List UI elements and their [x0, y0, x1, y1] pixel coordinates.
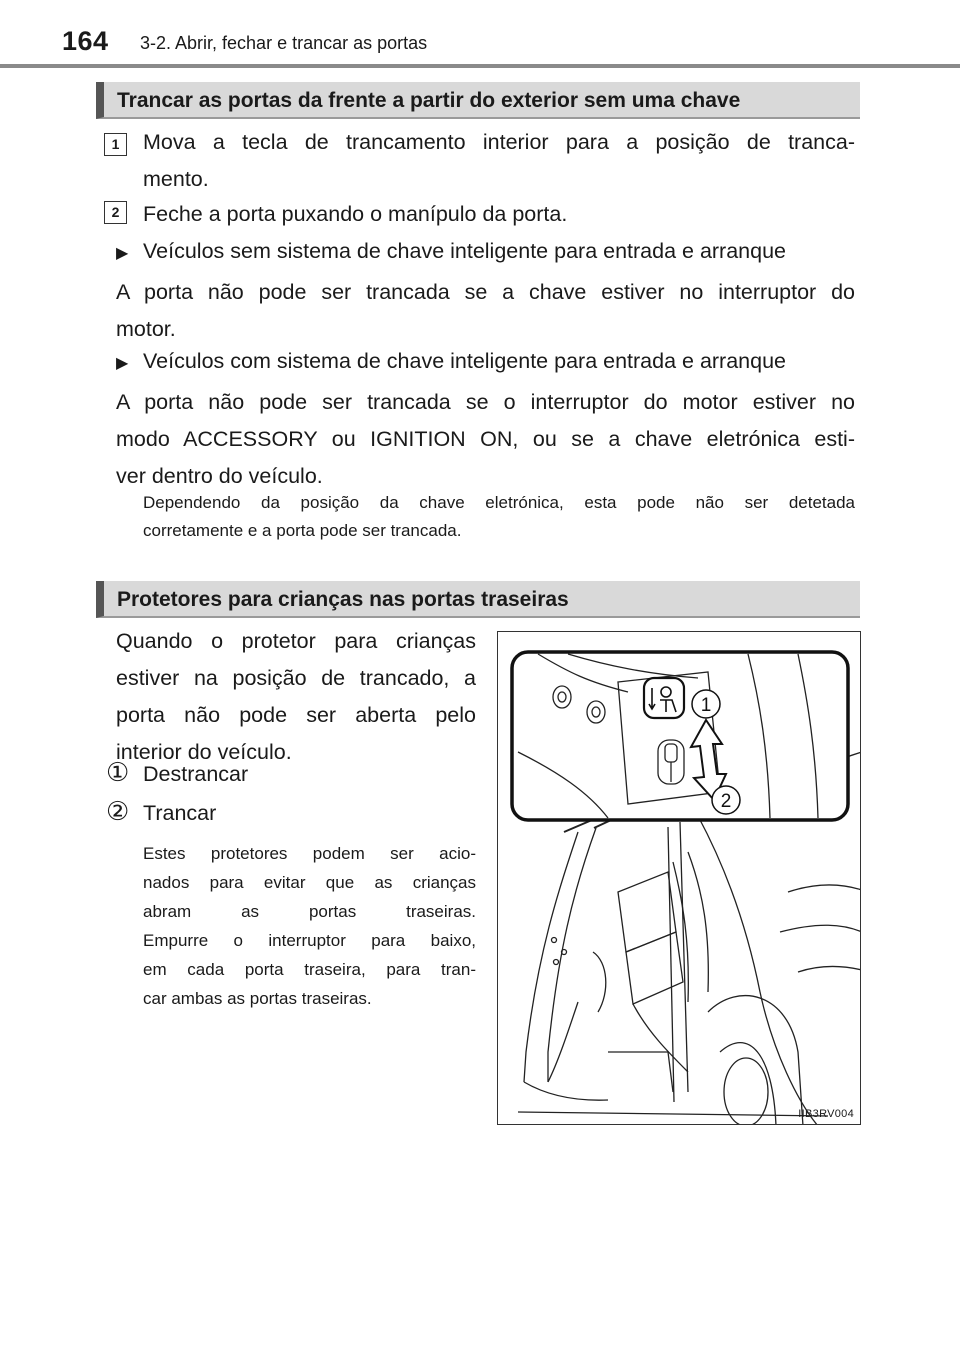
note-line: nados para evitar que as crianças	[143, 873, 476, 892]
para-line: A porta não pode ser trancada se a chave estiver no interruptor do	[116, 280, 855, 304]
step-number-1: 1	[104, 133, 127, 156]
note-line: abram as portas traseiras.	[143, 902, 476, 921]
item-number-2: ②	[106, 797, 130, 827]
running-head: 3-2. Abrir, fechar e trancar as portas	[140, 33, 428, 53]
child-protector-note	[143, 839, 476, 1013]
note-line: car ambas as portas traseiras.	[143, 989, 372, 1008]
child-lock-icon	[644, 678, 684, 718]
car-rear-door-drawing	[498, 632, 861, 1125]
para-line: motor.	[116, 317, 176, 341]
section-title: Trancar as portas da frente a partir do exterior sem uma chave	[117, 89, 741, 112]
section-title-bar-child-protectors	[96, 581, 860, 618]
item-lock-label: Trancar	[143, 801, 217, 825]
step-2-text: Feche a porta puxando o manípulo da porta.	[143, 202, 568, 226]
callout-2-label: 2	[720, 791, 732, 812]
note-line: Dependendo da posição da chave eletrónica, esta pode não ser detetada	[143, 493, 855, 512]
paragraph-without-smart-key	[116, 274, 855, 348]
note-line: Estes protetores podem ser acio-	[143, 844, 476, 863]
figure-code: IIB3RV004	[798, 1108, 854, 1120]
subheading-with-smart-key: Veículos com sistema de chave inteligente para entrada e arranque	[143, 349, 787, 373]
paragraph-with-smart-key	[116, 384, 855, 495]
step-1-line-2: mento.	[143, 167, 209, 191]
para-line: A porta não pode ser trancada se o interruptor do motor estiver no	[116, 390, 855, 414]
item-number-1: ①	[106, 758, 130, 788]
intro-line: porta não pode ser aberta pelo	[116, 703, 476, 727]
arrow-bullet-icon: ▶	[116, 355, 129, 372]
intro-line: interior do veículo.	[116, 740, 292, 764]
item-unlock-label: Destrancar	[143, 762, 249, 786]
intro-line: estiver na posição de trancado, a	[116, 666, 476, 690]
step-1-line-1: Mova a tecla de trancamento interior para a posição de tranca-	[143, 130, 855, 154]
para-line: ver dentro do veículo.	[116, 464, 323, 488]
note-line: em cada porta traseira, para tran-	[143, 960, 476, 979]
section-title-bar-locking	[96, 82, 860, 119]
subheading-without-smart-key: Veículos sem sistema de chave inteligente para entrada e arranque	[143, 239, 787, 263]
child-lock-illustration	[497, 631, 861, 1125]
note-line: corretamente e a porta pode ser trancada.	[143, 521, 462, 540]
intro-line: Quando o protetor para crianças	[116, 629, 476, 653]
note-line: Empurre o interruptor para baixo,	[143, 931, 476, 950]
page-number: 164	[62, 26, 109, 56]
callout-1-label: 1	[700, 695, 712, 716]
note-smart-key	[143, 489, 855, 545]
para-line: modo ACCESSORY ou IGNITION ON, ou se a chave eletrónica esti-	[116, 427, 855, 451]
step-1-text	[143, 124, 855, 198]
section-title: Protetores para crianças nas portas traseiras	[117, 588, 569, 611]
step-number-2: 2	[104, 201, 127, 224]
header-rule	[0, 64, 960, 68]
arrow-bullet-icon: ▶	[116, 245, 129, 262]
child-protector-intro	[116, 623, 476, 771]
